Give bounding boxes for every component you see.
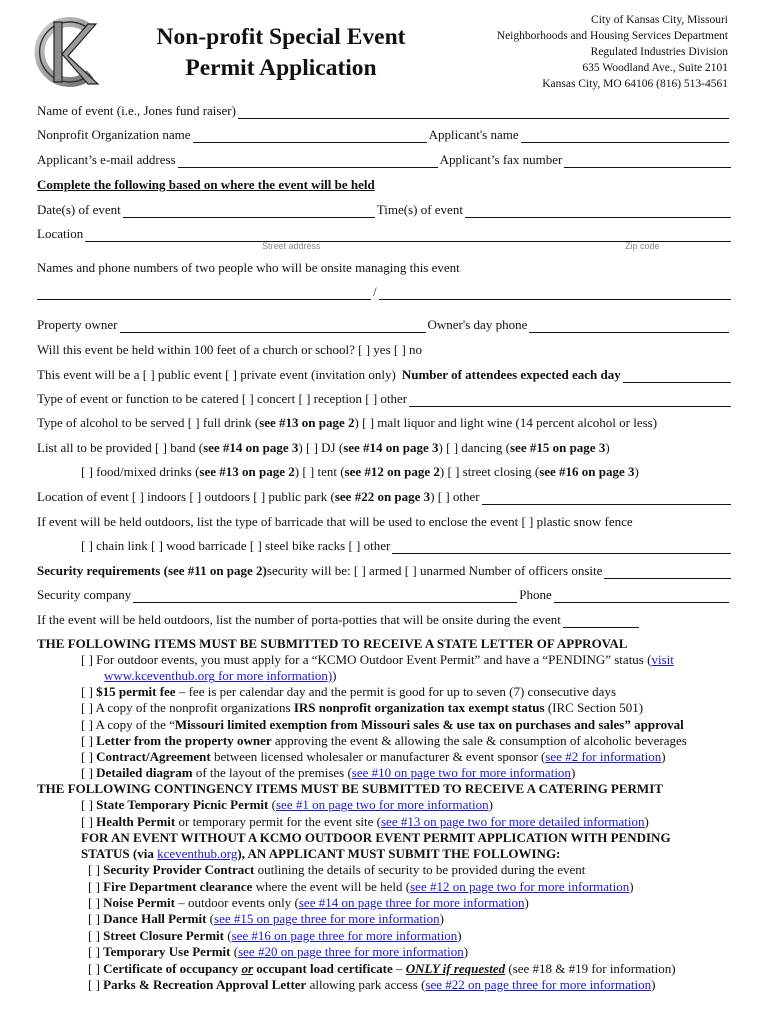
contingency-occupancy [88, 961, 676, 977]
zip-code-hint: Zip code [625, 241, 660, 251]
paren-close: ) [634, 464, 639, 479]
event-location-options[interactable]: Location of event [ ] indoors [ ] outdoors [ ] public park ( [37, 489, 335, 504]
health-permit-label: Health Permit [96, 814, 176, 829]
noise-permit-text: – outdoor events only ( [175, 895, 299, 910]
alcohol-ref: see #13 on page 2 [259, 415, 355, 430]
street-closing-ref: see #16 on page 3 [539, 464, 635, 479]
irs-text: A copy of the nonprofit organizations [95, 700, 294, 715]
paren-close: ) [661, 749, 666, 764]
fire-ref-link[interactable]: see #12 on page two for more information [410, 879, 630, 894]
state-item-diagram [81, 765, 575, 781]
address-line: Neighborhoods and Housing Services Department [496, 30, 728, 42]
security-row [37, 562, 733, 579]
catered-row [37, 390, 733, 407]
checkbox[interactable]: [ ] [88, 895, 100, 910]
church-row [37, 341, 733, 358]
state-item-outdoor-permit [81, 652, 674, 668]
health-ref-link[interactable]: see #13 on page two for more detailed information [381, 814, 645, 829]
checkbox[interactable]: [ ] [81, 700, 93, 715]
event-location-row [37, 488, 733, 505]
park-ref: see #22 on page 3 [334, 489, 431, 504]
diagram-text: of the layout of the premises ( [192, 765, 352, 780]
checkbox[interactable]: [ ] [81, 749, 93, 764]
alcohol-options[interactable]: ) [ ] malt liquor and light wine (14 percent alcohol or less) [354, 415, 658, 430]
checkbox[interactable]: [ ] [88, 928, 100, 943]
dash: – [392, 961, 406, 976]
paren-close: ) [524, 895, 529, 910]
state-section-heading: THE FOLLOWING ITEMS MUST BE SUBMITTED TO RECEIVE A STATE LETTER OF APPROVAL [37, 636, 628, 651]
food-ref: see #13 on page 2 [199, 464, 295, 479]
fire-clearance-label: Fire Department clearance [103, 879, 253, 894]
checkbox[interactable]: [ ] [88, 977, 100, 992]
street-closing-option[interactable]: ) [ ] street closing ( [439, 464, 540, 479]
dancing-ref: see #15 on page 3 [510, 440, 606, 455]
officers-field[interactable] [604, 565, 731, 579]
tent-option[interactable]: ) [ ] tent ( [294, 464, 345, 479]
checkbox[interactable]: [ ] [88, 879, 100, 894]
owner-row [37, 316, 733, 333]
paren-close: ) [651, 977, 656, 992]
manager-one-field[interactable] [37, 286, 371, 300]
owner-letter-label: Letter from the property owner [96, 733, 272, 748]
property-owner-label: Property owner [37, 317, 118, 332]
applicant-name-field[interactable] [521, 129, 729, 143]
barricade-label[interactable]: If event will be held outdoors, list the type of barricade that will be used to enclose the event [ ] plastic snow fence [37, 514, 633, 529]
paren-open: ( [223, 928, 232, 943]
barricade-options-row [81, 537, 733, 554]
paren-close: ) [644, 814, 649, 829]
picnic-ref-link[interactable]: see #1 on page two for more information [275, 797, 489, 812]
property-owner-field[interactable] [120, 319, 426, 333]
diagram-label: Detailed diagram [96, 765, 193, 780]
dates-field[interactable] [123, 204, 375, 218]
outdoor-permit-text[interactable]: [ ] For outdoor events, you must apply for a “KCMO Outdoor Event Permit” and have a “PENDING” status ( [81, 652, 652, 667]
checkbox[interactable]: [ ] [81, 684, 93, 699]
pending-text: STATUS (via [81, 846, 158, 861]
address-line: 635 Woodland Ave., Suite 2101 [582, 62, 728, 74]
checkbox[interactable]: [ ] [81, 717, 93, 732]
catering-section-heading: THE FOLLOWING CONTINGENCY ITEMS MUST BE SUBMITTED TO RECEIVE A CATERING PERMIT [37, 781, 663, 796]
location-other-option[interactable]: ) [ ] other [430, 489, 480, 504]
provided-label[interactable]: List all to be provided [ ] band ( [37, 440, 204, 455]
state-item-permit-fee [81, 684, 616, 700]
checkbox[interactable]: [ ] [81, 797, 93, 812]
fax-label: Applicant’s fax number [439, 152, 563, 167]
contingency-noise [88, 895, 529, 911]
street-address-hint: Street address [262, 241, 321, 251]
catered-options[interactable]: Type of event or function to be catered [ ] concert [ ] reception [ ] other [37, 391, 408, 406]
provided-dancing[interactable]: ) [ ] dancing ( [438, 440, 510, 455]
org-row [37, 126, 733, 143]
dates-row [37, 201, 733, 218]
catering-item-health [81, 814, 649, 830]
event-type-options[interactable]: This event will be a [ ] public event [ ] private event (invitation only) [37, 367, 396, 382]
email-field[interactable] [178, 154, 438, 168]
address-line: City of Kansas City, Missouri [591, 14, 728, 26]
applicant-name-label: Applicant's name [428, 127, 519, 142]
state-item-owner-letter [81, 733, 687, 749]
event-type-row [37, 366, 733, 383]
noise-ref-link[interactable]: see #14 on page three for more information [298, 895, 525, 910]
permit-fee-text: – fee is per calendar day and the permit is good for up to seven (7) consecutive days [175, 684, 617, 699]
church-question[interactable]: Will this event be held within 100 feet of a church or school? [ ] yes [ ] no [37, 342, 423, 357]
checkbox[interactable]: [ ] [81, 765, 93, 780]
security-contract-text: outlining the details of security to be provided during the event [254, 862, 586, 877]
managers-fields-row [37, 283, 733, 300]
event-name-row [37, 102, 733, 119]
picnic-permit-label: State Temporary Picnic Permit [96, 797, 269, 812]
dates-label: Date(s) of event [37, 202, 121, 217]
fire-clearance-text: where the event will be held ( [252, 879, 411, 894]
department-address [497, 12, 728, 92]
dj-ref: see #14 on page 3 [343, 440, 439, 455]
owner-letter-text: approving the event & allowing the sale & consumption of alcoholic beverages [271, 733, 687, 748]
paren-close: ) [570, 765, 576, 780]
section-heading: Complete the following based on where the event will be held [37, 177, 375, 192]
pending-text-end: ), AN APPLICANT MUST SUBMIT THE FOLLOWING: [237, 846, 561, 861]
provided-row [37, 439, 733, 456]
attendees-field[interactable] [623, 369, 731, 383]
paren-close: ) [605, 440, 610, 455]
address-line: Kansas City, MO 64106 (816) 513-4561 [542, 78, 728, 90]
barricade-options[interactable]: [ ] chain link [ ] wood barricade [ ] steel bike racks [ ] other [81, 538, 391, 553]
security-company-label: Security company [37, 587, 132, 602]
occupant-load-label: occupant load certificate [256, 961, 393, 976]
catering-item-picnic [81, 797, 493, 813]
org-name-field[interactable] [193, 129, 427, 143]
checkbox[interactable]: [ ] [88, 944, 100, 959]
catered-other-field[interactable] [409, 393, 731, 407]
paren-close: ) [439, 911, 444, 926]
street-ref-link[interactable]: see #16 on page three for more information [231, 928, 458, 943]
times-label: Time(s) of event [376, 202, 463, 217]
event-name-field[interactable] [238, 105, 729, 119]
provided-dj[interactable]: ) [ ] DJ ( [298, 440, 344, 455]
state-item-outdoor-permit-cont [104, 668, 337, 684]
contract-text: between licensed wholesaler or manufacturer & event sponsor ( [210, 749, 546, 764]
security-options[interactable]: security will be: [ ] armed [ ] unarmed Number of officers onsite [266, 563, 603, 578]
security-company-field[interactable] [133, 589, 517, 603]
pending-status-line1: FOR AN EVENT WITHOUT A KCMO OUTDOOR EVENT PERMIT APPLICATION WITH PENDING [81, 830, 671, 845]
irs-section: (IRC Section 501) [544, 700, 644, 715]
org-name-label: Nonprofit Organization name [37, 127, 191, 142]
paren-close: ) [457, 928, 462, 943]
state-item-tax-exemption [81, 717, 684, 733]
state-item-contract [81, 749, 666, 765]
managers-row [37, 259, 733, 276]
security-label: Security requirements (see #11 on page 2) [37, 563, 267, 578]
managers-label: Names and phone numbers of two people who will be onsite managing this event [37, 260, 460, 275]
potties-label: If the event will be held outdoors, list the number of porta-potties that will be onsite during the event [37, 612, 561, 627]
page-title [120, 22, 442, 84]
slash-separator: / [373, 284, 377, 299]
kceventhub-link[interactable]: www.kceventhub.org [104, 668, 215, 683]
state-item-irs [81, 700, 643, 716]
manager-two-field[interactable] [379, 286, 731, 300]
health-permit-text: or temporary permit for the event site ( [175, 814, 381, 829]
food-option[interactable]: [ ] food/mixed drinks ( [81, 464, 200, 479]
tax-text: A copy of the “ [95, 717, 175, 732]
contingency-temporary-use [88, 944, 468, 960]
owner-phone-label: Owner's day phone [427, 317, 528, 332]
title-line-2: Permit Application [185, 55, 377, 81]
or-label: or [241, 961, 253, 976]
checkbox[interactable]: [ ] [88, 961, 100, 976]
contingency-dance [88, 911, 444, 927]
visit-link[interactable]: visit [651, 652, 674, 667]
location-label: Location [37, 226, 84, 241]
alcohol-row [37, 414, 733, 431]
dance-ref-link[interactable]: see #15 on page three for more information [214, 911, 440, 926]
paren-open: ( [206, 911, 215, 926]
contract-ref-link[interactable]: see #2 for information [545, 749, 662, 764]
title-line-1: Non-profit Special Event [156, 24, 406, 50]
contingency-security [88, 862, 585, 878]
location-other-field[interactable] [482, 491, 731, 505]
contingency-parks [88, 977, 655, 993]
times-field[interactable] [465, 204, 731, 218]
location-field[interactable] [85, 228, 731, 242]
fax-field[interactable] [564, 154, 731, 168]
paren-open: ( [230, 944, 239, 959]
kc-logo-icon [32, 16, 102, 88]
more-info-link[interactable]: for more information) [214, 668, 333, 683]
temporary-use-ref-link[interactable]: see #20 on page three for more information [238, 944, 464, 959]
paren-open: ( [268, 797, 276, 812]
checkbox[interactable]: [ ] [81, 733, 93, 748]
paren-close: ) [629, 879, 634, 894]
noise-permit-label: Noise Permit [103, 895, 176, 910]
occupancy-label: Certificate of occupancy [103, 961, 239, 976]
event-name-label: Name of event (i.e., Jones fund raiser) [37, 103, 236, 118]
pending-status-line2 [81, 846, 560, 862]
potties-row [37, 611, 733, 628]
temporary-use-label: Temporary Use Permit [103, 944, 231, 959]
permit-fee-label: $15 permit fee [96, 684, 176, 699]
section-heading-row [37, 176, 733, 193]
security-company-row [37, 586, 733, 603]
street-closure-label: Street Closure Permit [103, 928, 224, 943]
dance-permit-label: Dance Hall Permit [103, 911, 207, 926]
checkbox[interactable]: [ ] [81, 814, 93, 829]
parks-approval-text: allowing park access ( [306, 977, 426, 992]
paren-close: ) [463, 944, 469, 959]
security-phone-label: Phone [519, 587, 552, 602]
contingency-street [88, 928, 462, 944]
address-line: Regulated Industries Division [590, 46, 728, 58]
only-if-requested: ONLY if requested [405, 961, 506, 976]
contingency-fire [88, 879, 634, 895]
security-contract-label: Security Provider Contract [103, 862, 255, 877]
food-row [81, 463, 731, 480]
tent-ref: see #12 on page 2 [344, 464, 440, 479]
contract-label: Contract/Agreement [96, 749, 211, 764]
attendees-label: Number of attendees expected each day [401, 367, 621, 382]
paren-close: ) [488, 797, 493, 812]
kceventhub-link[interactable]: kceventhub.org [157, 846, 238, 861]
email-label: Applicant’s e-mail address [37, 152, 176, 167]
checkbox[interactable]: [ ] [88, 911, 100, 926]
potties-field[interactable] [563, 614, 639, 628]
band-ref: see #14 on page 3 [203, 440, 299, 455]
occupancy-ref: (see #18 & #19 for information) [505, 961, 676, 976]
contact-row [37, 151, 733, 168]
alcohol-label[interactable]: Type of alcohol to be served [ ] full drink ( [37, 415, 260, 430]
diagram-ref-link[interactable]: see #10 on page two for more information [351, 765, 571, 780]
checkbox[interactable]: [ ] [88, 862, 100, 877]
parks-ref-link[interactable]: see #22 on page three for more information [425, 977, 652, 992]
tax-label: Missouri limited exemption from Missouri sales & use tax on purchases and sales” approval [174, 717, 684, 732]
barricade-row [37, 513, 733, 530]
irs-label: IRS nonprofit organization tax exempt status [293, 700, 545, 715]
barricade-other-field[interactable] [392, 540, 731, 554]
security-phone-field[interactable] [554, 589, 729, 603]
parks-approval-label: Parks & Recreation Approval Letter [103, 977, 307, 992]
paren-close: ) [332, 668, 337, 683]
owner-phone-field[interactable] [529, 319, 729, 333]
location-row [37, 225, 733, 242]
